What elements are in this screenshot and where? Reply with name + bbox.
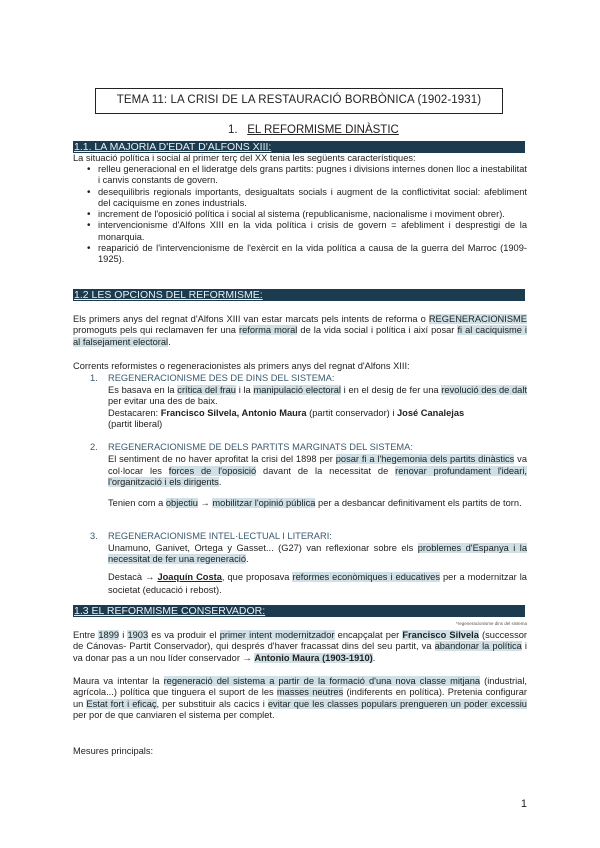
subsection-1-2-paragraph: Els primers anys del regnat d'Alfons XIII van estar marcats pels intents de reforma o REGENERACIONISME promoguts pels qui reclamaven fer una reforma moral de la vida social i política i així posar fi al caciquisme i al falsejament electoral. — [73, 314, 527, 347]
item-detail: Tenien com a objectiu → mobilitzar l'opinió pública per a desbancar definitivament els partits de torn. — [108, 498, 522, 508]
highlight: Francisco Silvela — [402, 630, 479, 640]
measures-label: Mesures principals: — [73, 746, 154, 756]
highlight: revolució des de dalt — [441, 385, 527, 395]
list-item: • increment de l'oposició política i social al sistema (republicanisme, nacionalisme i moviment obrer). — [73, 209, 527, 220]
highlight: Estat fort i eficaç — [86, 698, 157, 709]
item-detail: Destacà → Joaquín Costa, que proposava reformes econòmiques i educatives per a modernitzar la societat (educació i rebost). — [108, 572, 527, 595]
highlight: REGENERACIONISME — [428, 314, 527, 324]
list-item: • reaparició de l'intervencionisme de l'exèrcit en la vida política a causa de la guerra del Marroc (1909-1925). — [73, 243, 527, 266]
highlight: posar fi a l'hegemonia dels partits dinàstics — [335, 454, 515, 464]
item-number: 1. — [90, 373, 98, 383]
item-detail: Destacaren: Francisco Silvela, Antonio Maura (partit conservador) i José Canalejas (partit liberal) — [108, 408, 465, 430]
item-number: 2. — [90, 442, 98, 452]
highlight: crítica del frau — [177, 385, 236, 395]
highlight: masses neutres — [276, 687, 344, 698]
highlight: 1903 — [127, 630, 149, 640]
subsection-heading-1-1: 1.1. LA MAJORIA D'EDAT D'ALFONS XIII: — [73, 141, 525, 153]
item-title: REGENERACIONISME DE DELS PARTITS MARGINATS DEL SISTEMA: — [108, 442, 413, 452]
item-title: REGENERACIONISME DES DE DINS DEL SISTEMA: — [108, 373, 335, 383]
section-number: 1. — [228, 124, 238, 136]
highlight: Antonio Maura (1903-1910) — [254, 652, 373, 663]
section-label: EL REFORMISME DINÀSTIC — [247, 124, 399, 136]
highlight: evitar que les classes populars prengueren un poder excessiu — [267, 698, 527, 709]
item-body: El sentiment de no haver aprofitat la crisi del 1898 per posar fi a l'hegemonia dels partits dinàstics va col·locar les forces de l'oposició davant de la necessitat de renovar profundament l'ideari, l'organització i els dirigents. — [108, 454, 527, 487]
highlight: manipulació electoral — [253, 385, 341, 395]
subsection-1-3-paragraph-1: Entre 1899 i 1903 es va produir el primer intent modernitzador encapçalat per Francisco Silvela (successor de Cánovas- Partit Conservador), qui després d'haver fracassat dins del seu partit, va abandonar la política i va donar pas a un nou líder conservador → Antonio Maura (1903-1910). — [73, 630, 527, 663]
highlight: renovar profundament l'ideari, l'organització i els dirigents — [108, 465, 527, 487]
highlight: abandonar la política — [434, 641, 522, 652]
highlight: regeneració del sistema a partir de la formació d'una nova classe mitjana — [163, 676, 481, 686]
highlight: reforma moral — [239, 325, 298, 336]
highlight: forces de l'oposició — [168, 465, 257, 476]
page-title: TEMA 11: LA CRISI DE LA RESTAURACIÓ BORBÒNICA (1902-1931) — [95, 88, 503, 114]
highlight: primer intent modernitzador — [219, 630, 335, 640]
item-body: Es basava en la crítica del frau i la manipulació electoral i en el desig de fer una revolució des de dalt per evitar una des de baix. — [108, 385, 527, 407]
list-item: • relleu generacional en el lideratge dels grans partits: pugnes i divisions internes donen lloc a inestabilitat i canvis constants de govern. — [73, 164, 527, 187]
item-title: REGENERACIONISME INTEL·LECTUAL I LITERARI: — [108, 531, 332, 541]
list-item: • desequilibris regionals importants, desigualtats socials i augment de la conflictivitat social: afebliment del caciquisme en zones industrials. — [73, 187, 527, 210]
footnote: *regeneracionisme dins del sistema — [455, 621, 527, 626]
highlight: fi al caciquisme i al falsejament electoral — [73, 325, 527, 347]
highlight: 1899 — [98, 630, 120, 640]
subsection-1-1-intro: La situació política i social al primer terç del XX tenia les següents característiques: — [73, 153, 416, 163]
list-item: • intervencionisme d'Alfons XIII en la vida política i crisis de govern = afebliment i desprestigi de la monarquia. — [73, 220, 527, 243]
subsection-1-3-paragraph-2: Maura va intentar la regeneració del sistema a partir de la formació d'una nova classe mitjana (industrial, agrícola...) política que tinguera el suport de les masses neutres (indiferents en política). Pretenia configurar un Estat fort i eficaç, per substituir als cacics i evitar que les classes populars prengueren un poder excessiu per por de que canviaren el sistema per complet. — [73, 676, 528, 720]
section-heading — [228, 125, 399, 136]
page-number: 1 — [520, 798, 527, 810]
subsection-heading-1-3: 1.3 EL REFORMISME CONSERVADOR: — [73, 605, 525, 617]
highlight: mobilitzar l'opinió pública — [212, 498, 316, 508]
item-body: Unamuno, Ganivet, Ortega y Gasset... (G27) van reflexionar sobre els problemes d'Espanya i la necessitat de fer una regeneració. — [108, 543, 527, 565]
highlight: objectiu — [165, 498, 198, 508]
subsection-1-1-list — [73, 164, 527, 266]
subsection-heading-1-2: 1.2 LES OPCIONS DEL REFORMISME: — [73, 289, 525, 301]
subsection-1-2-intro: Corrents reformistes o regeneracionistes als primers anys del regnat d'Alfons XIII: — [73, 361, 410, 371]
highlight: reformes econòmiques i educatives — [292, 572, 440, 582]
item-number: 3. — [90, 531, 98, 541]
highlight: problemes d'Espanya i la necessitat de fer una regeneració — [108, 543, 527, 565]
